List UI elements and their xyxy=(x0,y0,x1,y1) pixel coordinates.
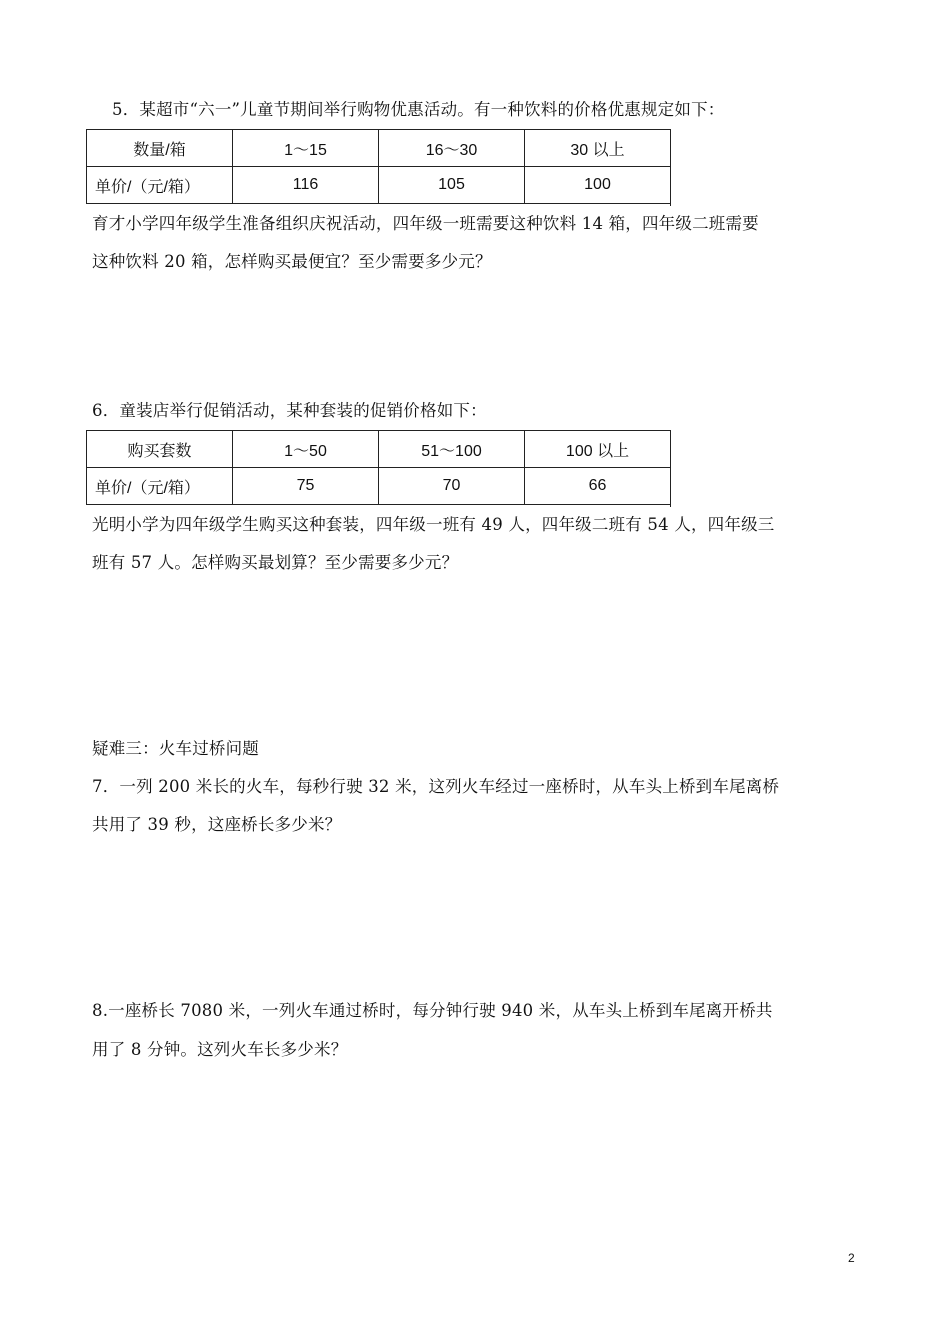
table-row xyxy=(87,167,671,204)
q5-price-table xyxy=(86,129,671,204)
q5-title: 5．某超市“六一”儿童节期间举行购物优惠活动。有一种饮料的价格优惠规定如下： xyxy=(112,100,725,119)
table-cell: 75 xyxy=(233,468,379,505)
table-cell: 1～50 xyxy=(233,431,379,468)
q8-line: 8.一座桥长 7080 米，一列火车通过桥时，每分钟行驶 940 米，从车头上桥到车尾离开桥共 xyxy=(92,1001,773,1020)
table-cell: 70 xyxy=(379,468,525,505)
table-border-line xyxy=(670,129,671,206)
table-cell: 购买套数 xyxy=(87,431,233,468)
table-cell: 30 以上 xyxy=(525,130,671,167)
table-cell: 单价/（元/箱） xyxy=(87,468,233,505)
table-cell: 100 xyxy=(525,167,671,204)
q5-body-line: 这种饮料 20 箱，怎样购买最便宜？至少需要多少元？ xyxy=(92,252,492,271)
table-header-row xyxy=(87,431,671,468)
table-header-row xyxy=(87,130,671,167)
q6-body-line: 班有 57 人。怎样购买最划算？至少需要多少元？ xyxy=(92,553,459,572)
table-cell: 66 xyxy=(525,468,671,505)
q6-price-table xyxy=(86,430,671,505)
table-cell: 数量/箱 xyxy=(87,130,233,167)
table-row xyxy=(87,468,671,505)
q5-body-line: 育才小学四年级学生准备组织庆祝活动，四年级一班需要这种饮料 14 箱，四年级二班需要 xyxy=(92,214,759,233)
page-number: 2 xyxy=(848,1251,855,1265)
q6-body-line: 光明小学为四年级学生购买这种套装，四年级一班有 49 人，四年级二班有 54 人，四年级三 xyxy=(92,515,775,534)
section-heading: 疑难三：火车过桥问题 xyxy=(92,739,259,758)
q7-line: 共用了 39 秒，这座桥长多少米？ xyxy=(92,815,342,834)
table-border-line xyxy=(670,430,671,507)
table-cell: 16～30 xyxy=(379,130,525,167)
q6-title: 6．童装店举行促销活动，某种套装的促销价格如下： xyxy=(92,401,487,420)
table-cell: 单价/（元/箱） xyxy=(87,167,233,204)
table-cell: 105 xyxy=(379,167,525,204)
q7-line: 7．一列 200 米长的火车，每秒行驶 32 米，这列火车经过一座桥时，从车头上桥到车尾离桥 xyxy=(92,777,780,796)
table-cell: 100 以上 xyxy=(525,431,671,468)
table-cell: 1～15 xyxy=(233,130,379,167)
table-cell: 116 xyxy=(233,167,379,204)
table-cell: 51～100 xyxy=(379,431,525,468)
q8-line: 用了 8 分钟。这列火车长多少米？ xyxy=(92,1040,348,1059)
